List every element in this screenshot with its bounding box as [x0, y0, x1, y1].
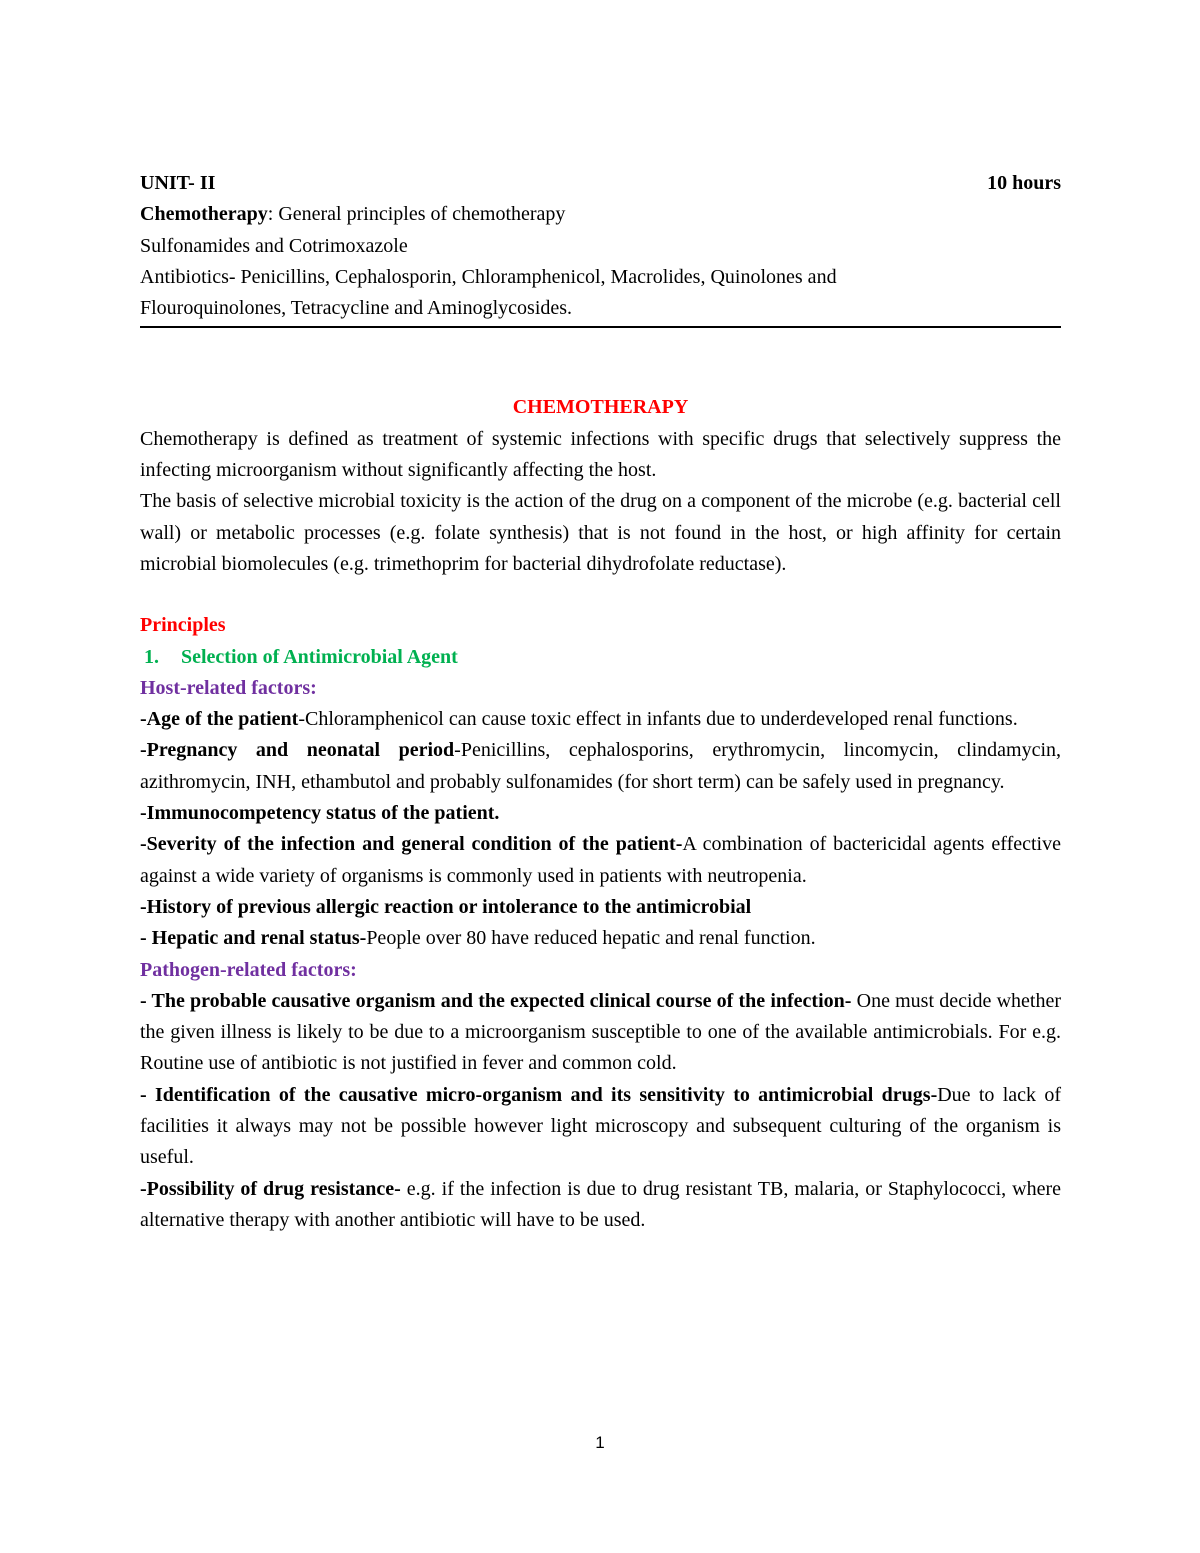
intro-paragraph-2: The basis of selective microbial toxicity is the action of the drug on a component of the microbe (e.g. bacterial cell wall) or metabolic processes (e.g. folate synthesis) that is not found in the host, or high affinity for certain microbial biomolecules (e.g. trimethoprim for bacterial dihydrofolate reductase).	[140, 490, 1061, 575]
factor-label: -Possibility of drug resistance-	[140, 1177, 401, 1200]
intro-paragraph-1: Chemotherapy is defined as treatment of systemic infections with specific drugs that selectively suppress the infecting microorganism without significantly affecting the host.	[140, 427, 1061, 482]
factor-text: -Penicillins, cephalosporins, erythromycin, lincomycin, clindamycin, azithromycin, INH, ethambutol and probably sulfonamides (for short term) can be safely used in pregnancy.	[140, 739, 1061, 793]
unit-header	[140, 168, 1061, 199]
syllabus-line-2: Sulfonamides and Cotrimoxazole	[140, 234, 408, 257]
factor-text: e.g. if the infection is due to drug resistant TB, malaria, or Staphylococci, where alternative therapy with another antibiotic will have to be used.	[140, 1177, 1061, 1231]
factor-text: One must decide whether the given illness is likely to be due to a microorganism susceptible to one of the available antimicrobials. For e.g. Routine use of antibiotic is not justified in fever and common cold.	[140, 989, 1061, 1075]
pathogen-factor-identification	[140, 1080, 1061, 1174]
host-factor-immunocompetency	[140, 798, 1061, 829]
hours-label: 10 hours	[987, 172, 1061, 194]
syllabus-line-1	[140, 199, 1061, 230]
factor-text: A combination of bactericidal agents effective against a wide variety of organisms is commonly used in patients with neutropenia.	[140, 833, 1061, 887]
host-factor-allergy	[140, 892, 1061, 923]
numbered-item-1	[140, 642, 1061, 673]
unit-label: UNIT- II	[140, 172, 216, 194]
factor-label: - Hepatic and renal status-	[140, 927, 367, 950]
syllabus-line-3: Antibiotics- Penicillins, Cephalosporin, Chloramphenicol, Macrolides, Quinolones and	[140, 265, 837, 288]
host-factor-severity	[140, 829, 1061, 892]
spacer	[140, 580, 1061, 610]
section-title: CHEMOTHERAPY	[512, 396, 689, 419]
chemotherapy-topic: : General principles of chemotherapy	[267, 203, 566, 226]
factor-label: -Age of the patient	[140, 708, 299, 731]
host-factor-age	[140, 704, 1061, 735]
factor-text: People over 80 have reduced hepatic and renal function.	[366, 927, 816, 950]
host-factor-pregnancy	[140, 735, 1061, 798]
factor-label: -Severity of the infection and general condition of the patient-	[140, 833, 683, 856]
factor-label: -Pregnancy and neonatal period	[140, 739, 455, 762]
factor-text: Due to lack of facilities it always may not be possible however light microscopy and subsequent culturing of the organism is useful.	[140, 1083, 1061, 1169]
host-factors-heading: Host-related factors:	[140, 676, 317, 699]
item-title: Selection of Antimicrobial Agent	[181, 645, 458, 668]
factor-label: -History of previous allergic reaction or intolerance to the antimicrobial	[140, 895, 752, 918]
factor-label: - Identification of the causative micro-organism and its sensitivity to antimicrobial drugs-	[140, 1083, 938, 1106]
host-factor-hepatic-renal	[140, 923, 1061, 954]
pathogen-factor-drug-resistance	[140, 1174, 1061, 1237]
page-number: 1	[595, 1433, 605, 1452]
factor-label: -Immunocompetency status of the patient.	[140, 802, 500, 825]
header-divider	[140, 326, 1061, 328]
pathogen-factors-heading: Pathogen-related factors:	[140, 958, 357, 981]
page-content	[140, 168, 1061, 1236]
chemotherapy-label: Chemotherapy	[140, 203, 268, 226]
factor-label: - The probable causative organism and the expected clinical course of the infection-	[140, 989, 852, 1012]
item-number: 1.	[144, 645, 159, 668]
pathogen-factor-causative-organism	[140, 986, 1061, 1080]
factor-text: -Chloramphenicol can cause toxic effect in infants due to underdeveloped renal functions.	[298, 708, 1018, 731]
syllabus-line-4: Flouroquinolones, Tetracycline and Aminoglycosides.	[140, 297, 573, 320]
principles-heading: Principles	[140, 614, 226, 637]
